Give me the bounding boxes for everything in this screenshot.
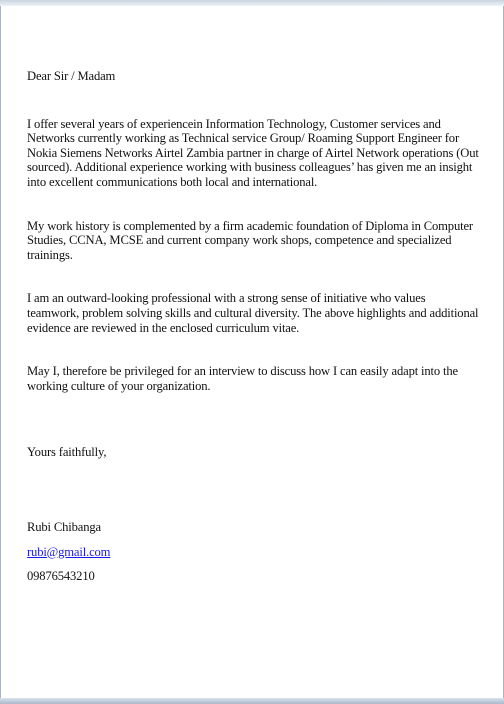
paragraph-skills: I am an outward-looking professional with a strong sense of initiative who values teamwork, problem solving skills and cultural diversity. The above highlights and additional evidence are reviewed in the enclosed curriculum vitae. [27,291,479,335]
signature-phone: 09876543210 [27,569,95,584]
document-page [0,6,504,698]
paragraph-experience: I offer several years of experiencein Information Technology, Customer services and Networks currently working as Technical service Group/ Roaming Support Engineer for Nokia Siemens Networks Airtel Zambia partner in charge of Airtel Network operations (Out sourced). Additional experience working with business colleagues’ has given me an insight into excellent communications both local and international. [27,116,479,189]
cover-letter [27,69,479,584]
paragraph-education: My work history is complemented by a firm academic foundation of Diploma in Computer Studies, CCNA, MCSE and current company work shops, competence and specialized trainings. [27,218,473,262]
window-bottom-edge [0,698,504,704]
salutation: Dear Sir / Madam [27,69,116,83]
closing: Yours faithfully, [27,445,107,460]
signature-email-link[interactable]: rubi@gmail.com [27,544,111,559]
signature-name: Rubi Chibanga [27,519,101,534]
paragraph-request: May I, therefore be privileged for an interview to discuss how I can easily adapt into the working culture of your organization. [27,364,458,393]
